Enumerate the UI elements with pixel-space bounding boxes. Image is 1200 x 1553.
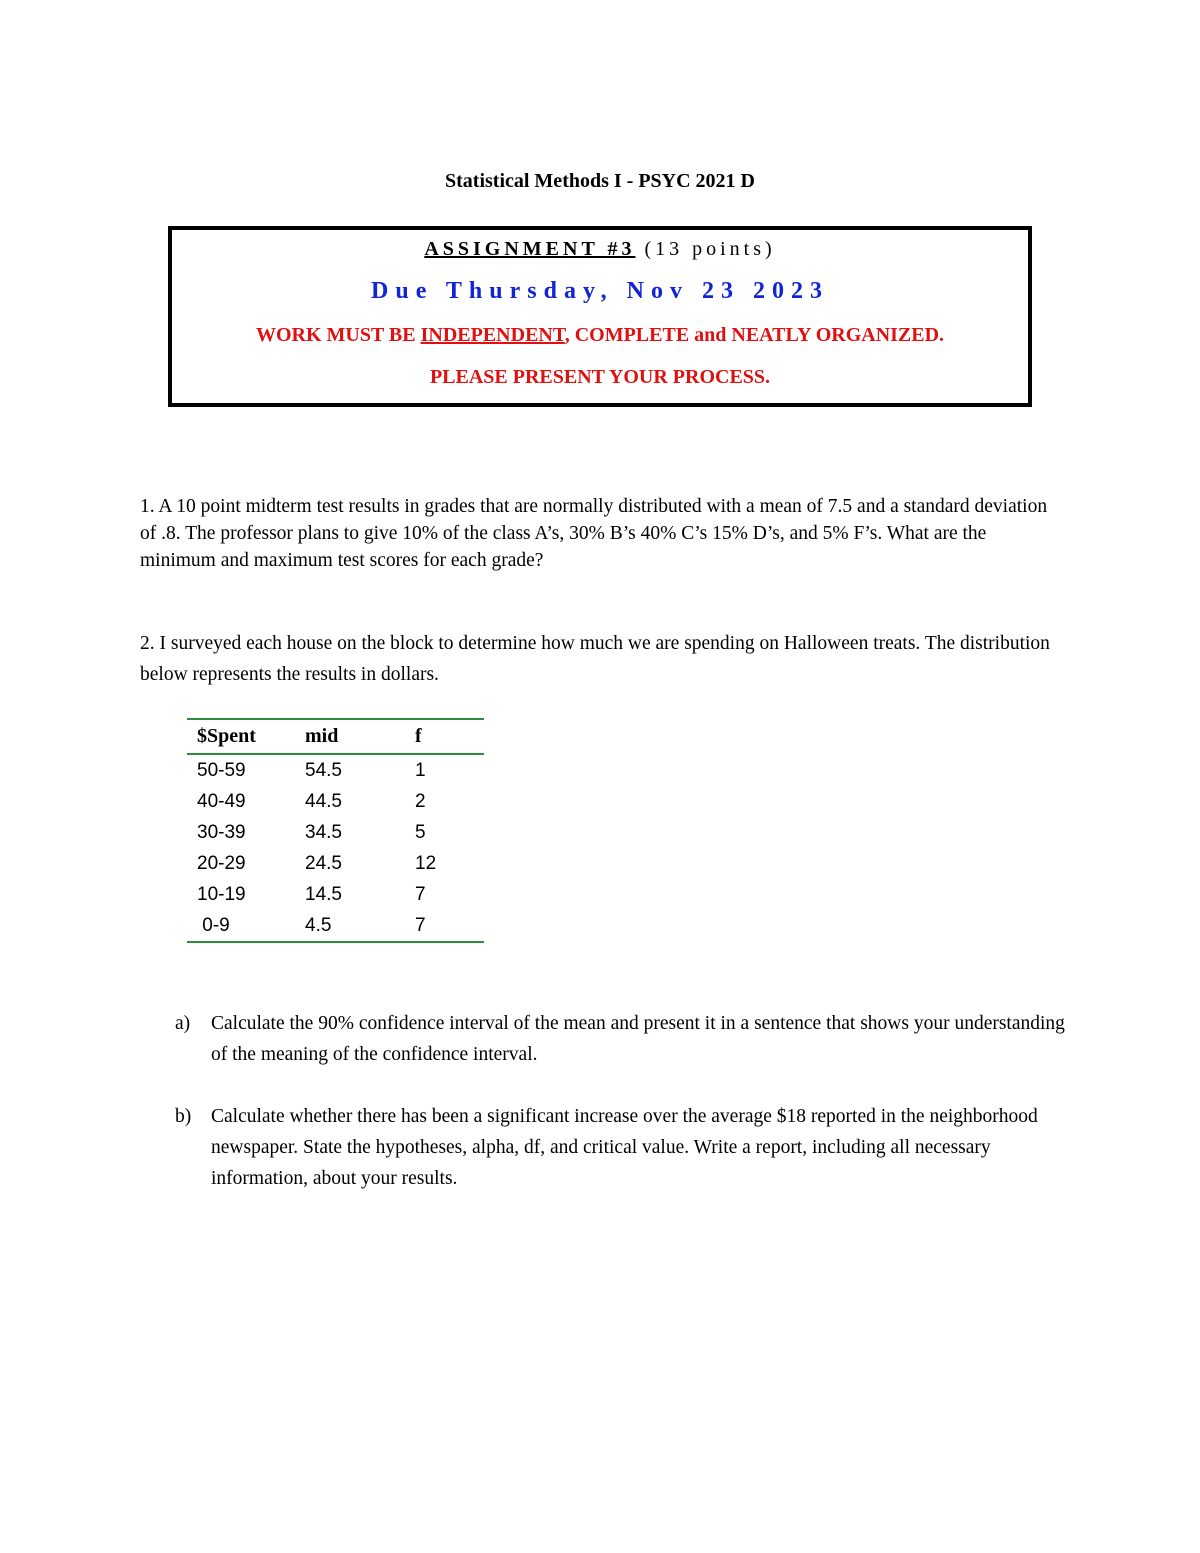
cell-f: 5 xyxy=(415,821,426,843)
cell-f: 12 xyxy=(415,852,437,874)
cell-f: 7 xyxy=(405,910,484,942)
cell-mid: 44.5 xyxy=(305,790,342,812)
cell-spent: 50-59 xyxy=(197,759,246,781)
column-header-f: f xyxy=(405,719,484,754)
column-header-spent: $Spent xyxy=(187,719,295,754)
table-header-row xyxy=(187,719,484,754)
page-title: Statistical Methods I - PSYC 2021 D xyxy=(445,170,755,192)
assignment-points: (13 points) xyxy=(644,238,776,260)
cell-mid: 54.5 xyxy=(305,759,342,781)
work-requirements-suffix: , COMPLETE and NEATLY ORGANIZED. xyxy=(564,324,945,346)
question-2a xyxy=(175,1008,1075,1072)
cell-f: 7 xyxy=(415,883,426,905)
cell-spent: 20-29 xyxy=(197,852,246,874)
question-2b-text: Calculate whether there has been a significant increase over the average $18 reported in the neighborhood newspaper. State the hypotheses, alpha, df, and critical value. Write a report, including all necessary information, about your results. xyxy=(211,1106,1038,1189)
table-row xyxy=(187,754,484,786)
spending-distribution-table xyxy=(187,718,484,943)
cell-spent: 0-9 xyxy=(187,910,295,942)
column-header-mid: mid xyxy=(295,719,405,754)
table-row xyxy=(187,910,484,942)
due-date: Due Thursday, Nov 23 2023 xyxy=(371,278,829,304)
question-2b xyxy=(175,1101,1075,1197)
work-requirements-emphasis: INDEPENDENT xyxy=(420,324,565,346)
question-2a-marker: a) xyxy=(175,1013,191,1034)
work-requirements-prefix: WORK MUST BE xyxy=(255,324,421,346)
question-1-text: 1. A 10 point midterm test results in grades that are normally distributed with a mean of 7.5 and a standard deviation of .8. The professor plans to give 10% of the class A’s, 30% B’s 40% C’s 15% D’s, and 5% F’s. What are the minimum and maximum test scores for each grade? xyxy=(140,496,1048,571)
cell-mid: 14.5 xyxy=(305,883,342,905)
question-2-text: 2. I surveyed each house on the block to determine how much we are spending on Halloween treats. The distribution below represents the results in dollars. xyxy=(140,633,1050,685)
cell-spent: 10-19 xyxy=(197,883,246,905)
table-row xyxy=(187,848,484,879)
cell-f: 1 xyxy=(415,759,426,781)
table-row xyxy=(187,817,484,848)
cell-spent: 40-49 xyxy=(197,790,246,812)
cell-mid: 4.5 xyxy=(295,910,405,942)
assignment-heading xyxy=(172,238,1028,261)
work-requirements xyxy=(172,324,1028,347)
assignment-label: ASSIGNMENT #3 xyxy=(424,238,636,260)
cell-f: 2 xyxy=(415,790,426,812)
table-row xyxy=(187,786,484,817)
cell-mid: 34.5 xyxy=(305,821,342,843)
assignment-info-box xyxy=(168,226,1032,407)
question-2a-text: Calculate the 90% confidence interval of the mean and present it in a sentence that shows your understanding of the meaning of the confidence interval. xyxy=(211,1013,1065,1065)
cell-spent: 30-39 xyxy=(197,821,246,843)
table-row xyxy=(187,879,484,910)
process-note: PLEASE PRESENT YOUR PROCESS. xyxy=(429,366,771,388)
cell-mid: 24.5 xyxy=(305,852,342,874)
question-2b-marker: b) xyxy=(175,1106,192,1127)
